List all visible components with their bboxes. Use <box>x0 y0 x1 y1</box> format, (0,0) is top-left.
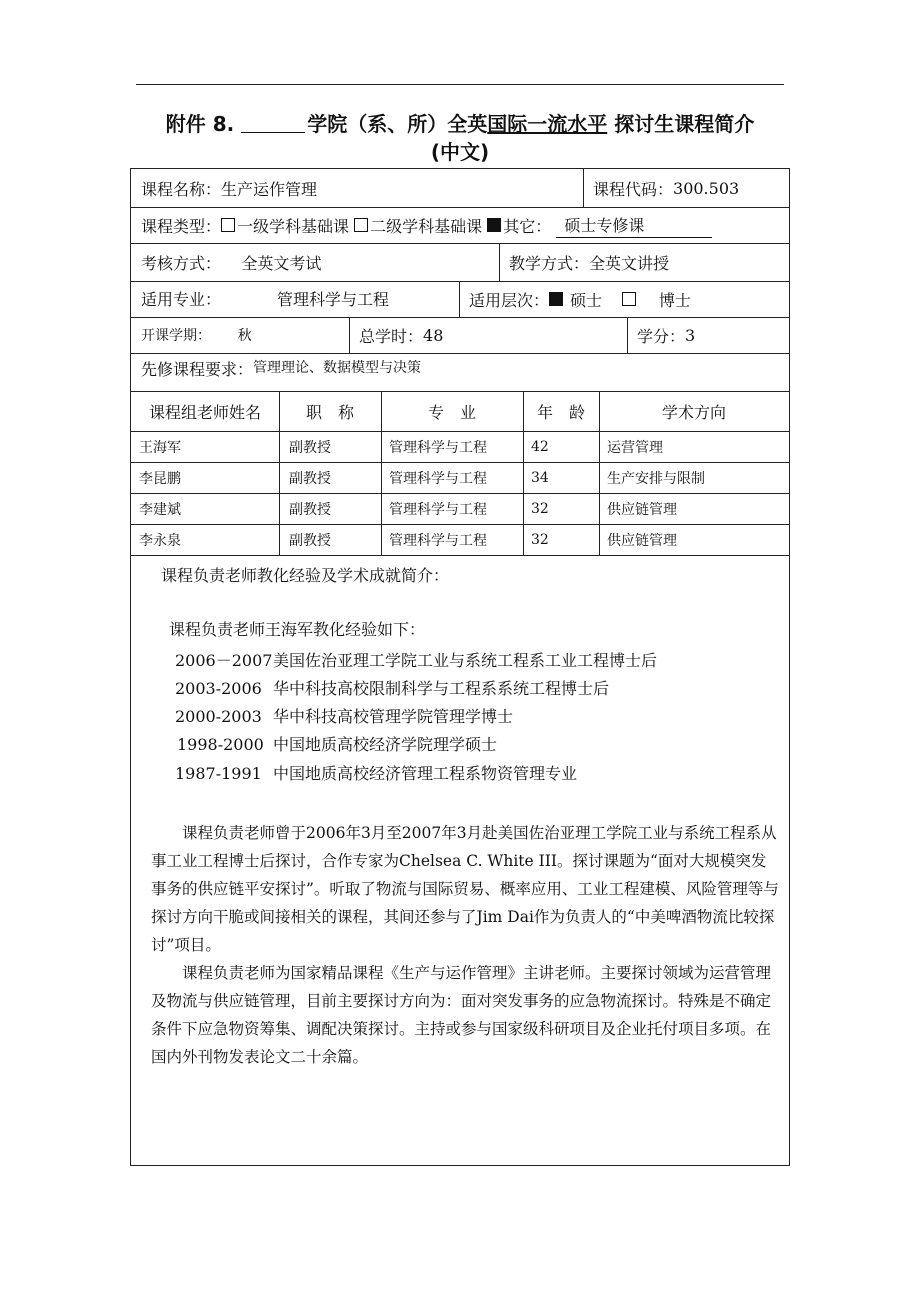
level-opt1: 硕士 <box>570 290 603 310</box>
checkbox-master[interactable] <box>549 292 563 306</box>
title-prefix: 附件 8. <box>165 112 235 136</box>
exam-method <box>141 243 321 281</box>
prereq-label: 先修课程要求： <box>141 360 254 379</box>
teacher-name: 王海军 <box>139 439 181 456</box>
timeline-text: 中国地质高校经济学院理学硕士 <box>273 735 498 754</box>
hours-value: 48 <box>423 325 444 345</box>
timeline-years: 1998-2000 <box>177 735 264 754</box>
timeline-text: 中国地质高校经济管理工程系物资管理专业 <box>273 764 578 783</box>
timeline-years: 2000-2003 <box>175 707 262 726</box>
timeline-years: 1987-1991 <box>175 764 262 783</box>
hours-label: 总学时： <box>359 326 424 346</box>
credit-value: 3 <box>685 325 696 345</box>
timeline-item <box>175 703 513 731</box>
course-type <box>141 207 712 243</box>
row-term <box>131 317 789 354</box>
course-name-label: 课程名称： <box>141 179 222 199</box>
exam-value: 全英文考试 <box>241 253 322 273</box>
timeline-years: 2003-2006 <box>175 679 262 698</box>
course-code-label: 课程代码： <box>593 179 674 199</box>
bio-subheading: 课程负责老师王海军教化经验如下： <box>169 620 426 639</box>
col-header-direction: 学术方向 <box>661 402 726 422</box>
teach-value: 全英文讲授 <box>589 253 670 273</box>
teacher-name: 李建斌 <box>139 501 181 518</box>
checkbox-phd[interactable] <box>622 292 636 306</box>
timeline-text: 华中科技高校管理学院管理学博士 <box>273 707 514 726</box>
timeline-text: 美国佐治亚理工学院工业与系统工程系工业工程博士后 <box>273 651 658 670</box>
type-other-value: 硕士专修课 <box>556 213 712 238</box>
teacher-major: 管理科学与工程 <box>389 501 487 518</box>
term-value: 秋 <box>237 328 252 344</box>
credit <box>637 317 695 353</box>
teacher-title: 副教授 <box>289 470 331 487</box>
timeline-item <box>177 731 497 759</box>
teacher-title: 副教授 <box>289 501 331 518</box>
table-row <box>131 462 789 494</box>
teacher-name: 李昆鹏 <box>139 470 181 487</box>
teacher-name: 李永泉 <box>139 532 181 549</box>
level <box>469 281 691 317</box>
teacher-major: 管理科学与工程 <box>389 532 487 549</box>
teacher-direction: 生产安排与限制 <box>607 470 705 487</box>
teacher-age: 32 <box>531 531 549 548</box>
teacher-age: 34 <box>531 469 549 486</box>
col-header-major: 专 业 <box>427 402 476 422</box>
teacher-age: 32 <box>531 500 549 517</box>
page-title <box>136 110 784 166</box>
course-name <box>141 169 317 207</box>
teacher-title: 副教授 <box>289 439 331 456</box>
type-opt3: 其它： <box>503 216 552 236</box>
teacher-header-row <box>131 391 789 432</box>
prereq <box>141 353 421 395</box>
timeline-years: 2006－2007 <box>175 651 273 670</box>
prereq-value: 管理理论、数据模型与决策 <box>253 360 422 376</box>
header-rule <box>136 84 784 85</box>
credit-label: 学分： <box>637 326 686 346</box>
title-underlined: 国际一流水平 <box>487 112 608 136</box>
course-code <box>593 169 739 207</box>
row-exam <box>131 243 789 282</box>
teacher-title: 副教授 <box>289 532 331 549</box>
teach-method <box>509 243 669 281</box>
col-header-title: 职 称 <box>305 402 354 422</box>
major-value: 管理科学与工程 <box>276 290 389 309</box>
teacher-major: 管理科学与工程 <box>389 470 487 487</box>
checkbox-level1[interactable] <box>221 218 235 232</box>
type-opt1: 一级学科基础课 <box>237 216 350 236</box>
bio-heading: 课程负责老师教化经验及学术成就简介： <box>161 566 450 585</box>
exam-label: 考核方式： <box>141 253 222 273</box>
teacher-major: 管理科学与工程 <box>389 439 487 456</box>
term <box>141 317 252 353</box>
timeline-item <box>175 647 657 675</box>
col-header-name: 课程组老师姓名 <box>148 402 261 422</box>
table-row <box>131 524 789 556</box>
row-course-type <box>131 207 789 244</box>
checkbox-other[interactable] <box>487 218 501 232</box>
teacher-direction: 运营管理 <box>607 439 663 456</box>
level-label: 适用层次： <box>469 290 550 310</box>
course-table <box>130 168 790 1166</box>
bio-paragraph-2: 课程负责老师为国家精品课程《生产与运作管理》主讲老师。主要探讨领域为运营管理及物流与供应链管理，目前主要探讨方向为：面对突发事务的应急物流探讨。特殊是不确定条件下应急物资筹集、调配决策探讨。主持或参与国家级科研项目及企业托付项目多项。在国内外刊物发表论文二十余篇。 <box>151 964 772 1066</box>
row-major <box>131 281 789 318</box>
teacher-age: 42 <box>531 438 549 455</box>
title-part2: 探讨生课程简介 <box>614 112 755 136</box>
hours <box>359 317 443 353</box>
teach-label: 教学方式： <box>509 253 590 273</box>
title-blank <box>241 112 305 133</box>
table-row <box>131 493 789 525</box>
course-name-value: 生产运作管理 <box>221 179 318 199</box>
checkbox-level2[interactable] <box>354 218 368 232</box>
teacher-direction: 供应链管理 <box>607 532 677 549</box>
col-header-age: 年 龄 <box>536 402 585 422</box>
major-label: 适用专业： <box>141 290 222 309</box>
row-course-name <box>131 169 789 208</box>
table-row <box>131 431 789 463</box>
course-code-value: 300.503 <box>673 178 740 198</box>
course-type-label: 课程类型： <box>141 216 222 236</box>
type-opt2: 二级学科基础课 <box>370 216 483 236</box>
level-opt2: 博士 <box>658 290 691 310</box>
teacher-direction: 供应链管理 <box>607 501 677 518</box>
timeline-text: 华中科技高校限制科学与工程系系统工程博士后 <box>273 679 610 698</box>
bio-paragraph-1: 课程负责老师曾于2006年3月至2007年3月赴美国佐治亚理工学院工业与系统工程系从事工业工程博士后探讨，合作专家为Chelsea C. White III。探讨课题为“面对大规模突发事务的供应链平安探讨”。听取了物流与国际贸易、概率应用、工业工程建模、风险管理等与探讨方向干脆或间接相关的课程，其间还参与了Jim Dai作为负责人的“中美啤酒物流比较探讨”项目。 <box>151 824 779 954</box>
timeline-item <box>175 760 577 788</box>
title-line2: (中文) <box>430 140 490 164</box>
title-part1: 学院（系、所）全英 <box>307 112 488 136</box>
timeline-item <box>175 675 609 703</box>
row-prereq <box>131 353 789 392</box>
term-label: 开课学期： <box>141 328 211 344</box>
